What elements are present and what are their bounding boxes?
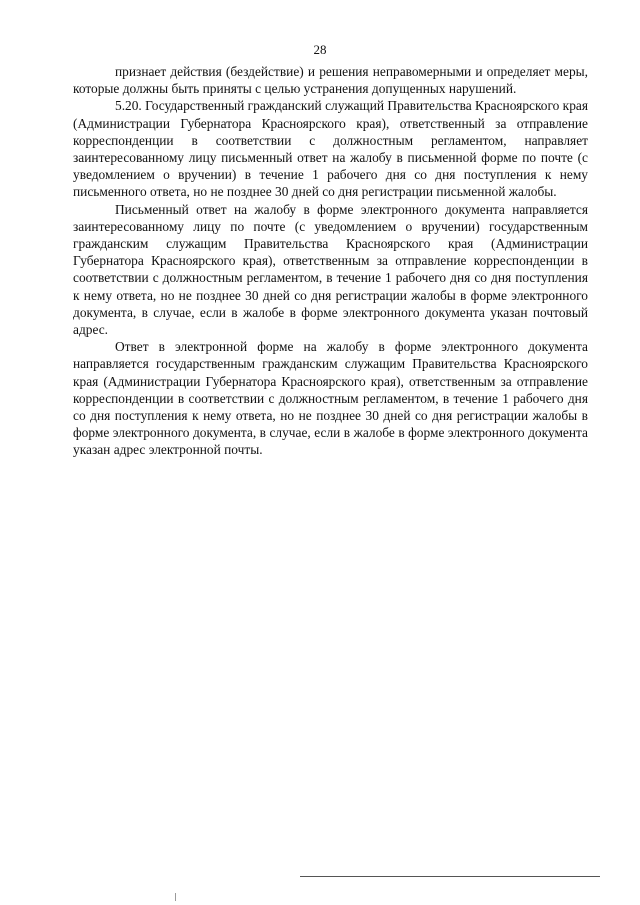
footer-rule	[300, 876, 600, 877]
page-number: 28	[313, 42, 327, 57]
document-body	[73, 63, 588, 459]
paragraph-electronic-reply-by-post: Письменный ответ на жалобу в форме электронного документа направляется заинтересованному лицу по почте (с уведомлением о вручении) государственным гражданским служащим Правительства Красноярского края (Администрации Губернатора Красноярского края), ответственным за отправление корреспонденции в соответствии с должностным регламентом, в течение 1 рабочего дня со дня поступления к нему ответа, но не позднее 30 дней со дня регистрации жалобы в форме электронного документа, в случае, если в жалобе в форме электронного документа указан почтовый адрес.	[73, 201, 588, 338]
scan-mark	[175, 893, 176, 901]
paragraph-5-20: 5.20. Государственный гражданский служащий Правительства Красноярского края (Администрации Губернатора Красноярского края), ответственный за отправление корреспонденции в соответствии с должностным регламентом, направляет заинтересованному лицу письменный ответ на жалобу в письменной форме по почте (с уведомлением о вручении) в течение 1 рабочего дня со дня поступления к нему письменного ответа, но не позднее 30 дней со дня регистрации письменной жалобы.	[73, 98, 588, 200]
paragraph-electronic-reply-by-email: Ответ в электронной форме на жалобу в форме электронного документа направляется государственным гражданским служащим Правительства Красноярского края (Администрации Губернатора Красноярского края), ответственным за отправление корреспонденции в соответствии с должностным регламентом, в течение 1 рабочего дня со дня поступления к нему ответа, но не позднее 30 дней со дня регистрации жалобы в форме электронного документа, в случае, если в жалобе в форме электронного документа указан адрес электронной почты.	[73, 339, 588, 458]
paragraph-continuation: признает действия (бездействие) и решения неправомерными и определяет меры, которые должны быть приняты с целью устранения допущенных нарушений.	[73, 64, 588, 97]
